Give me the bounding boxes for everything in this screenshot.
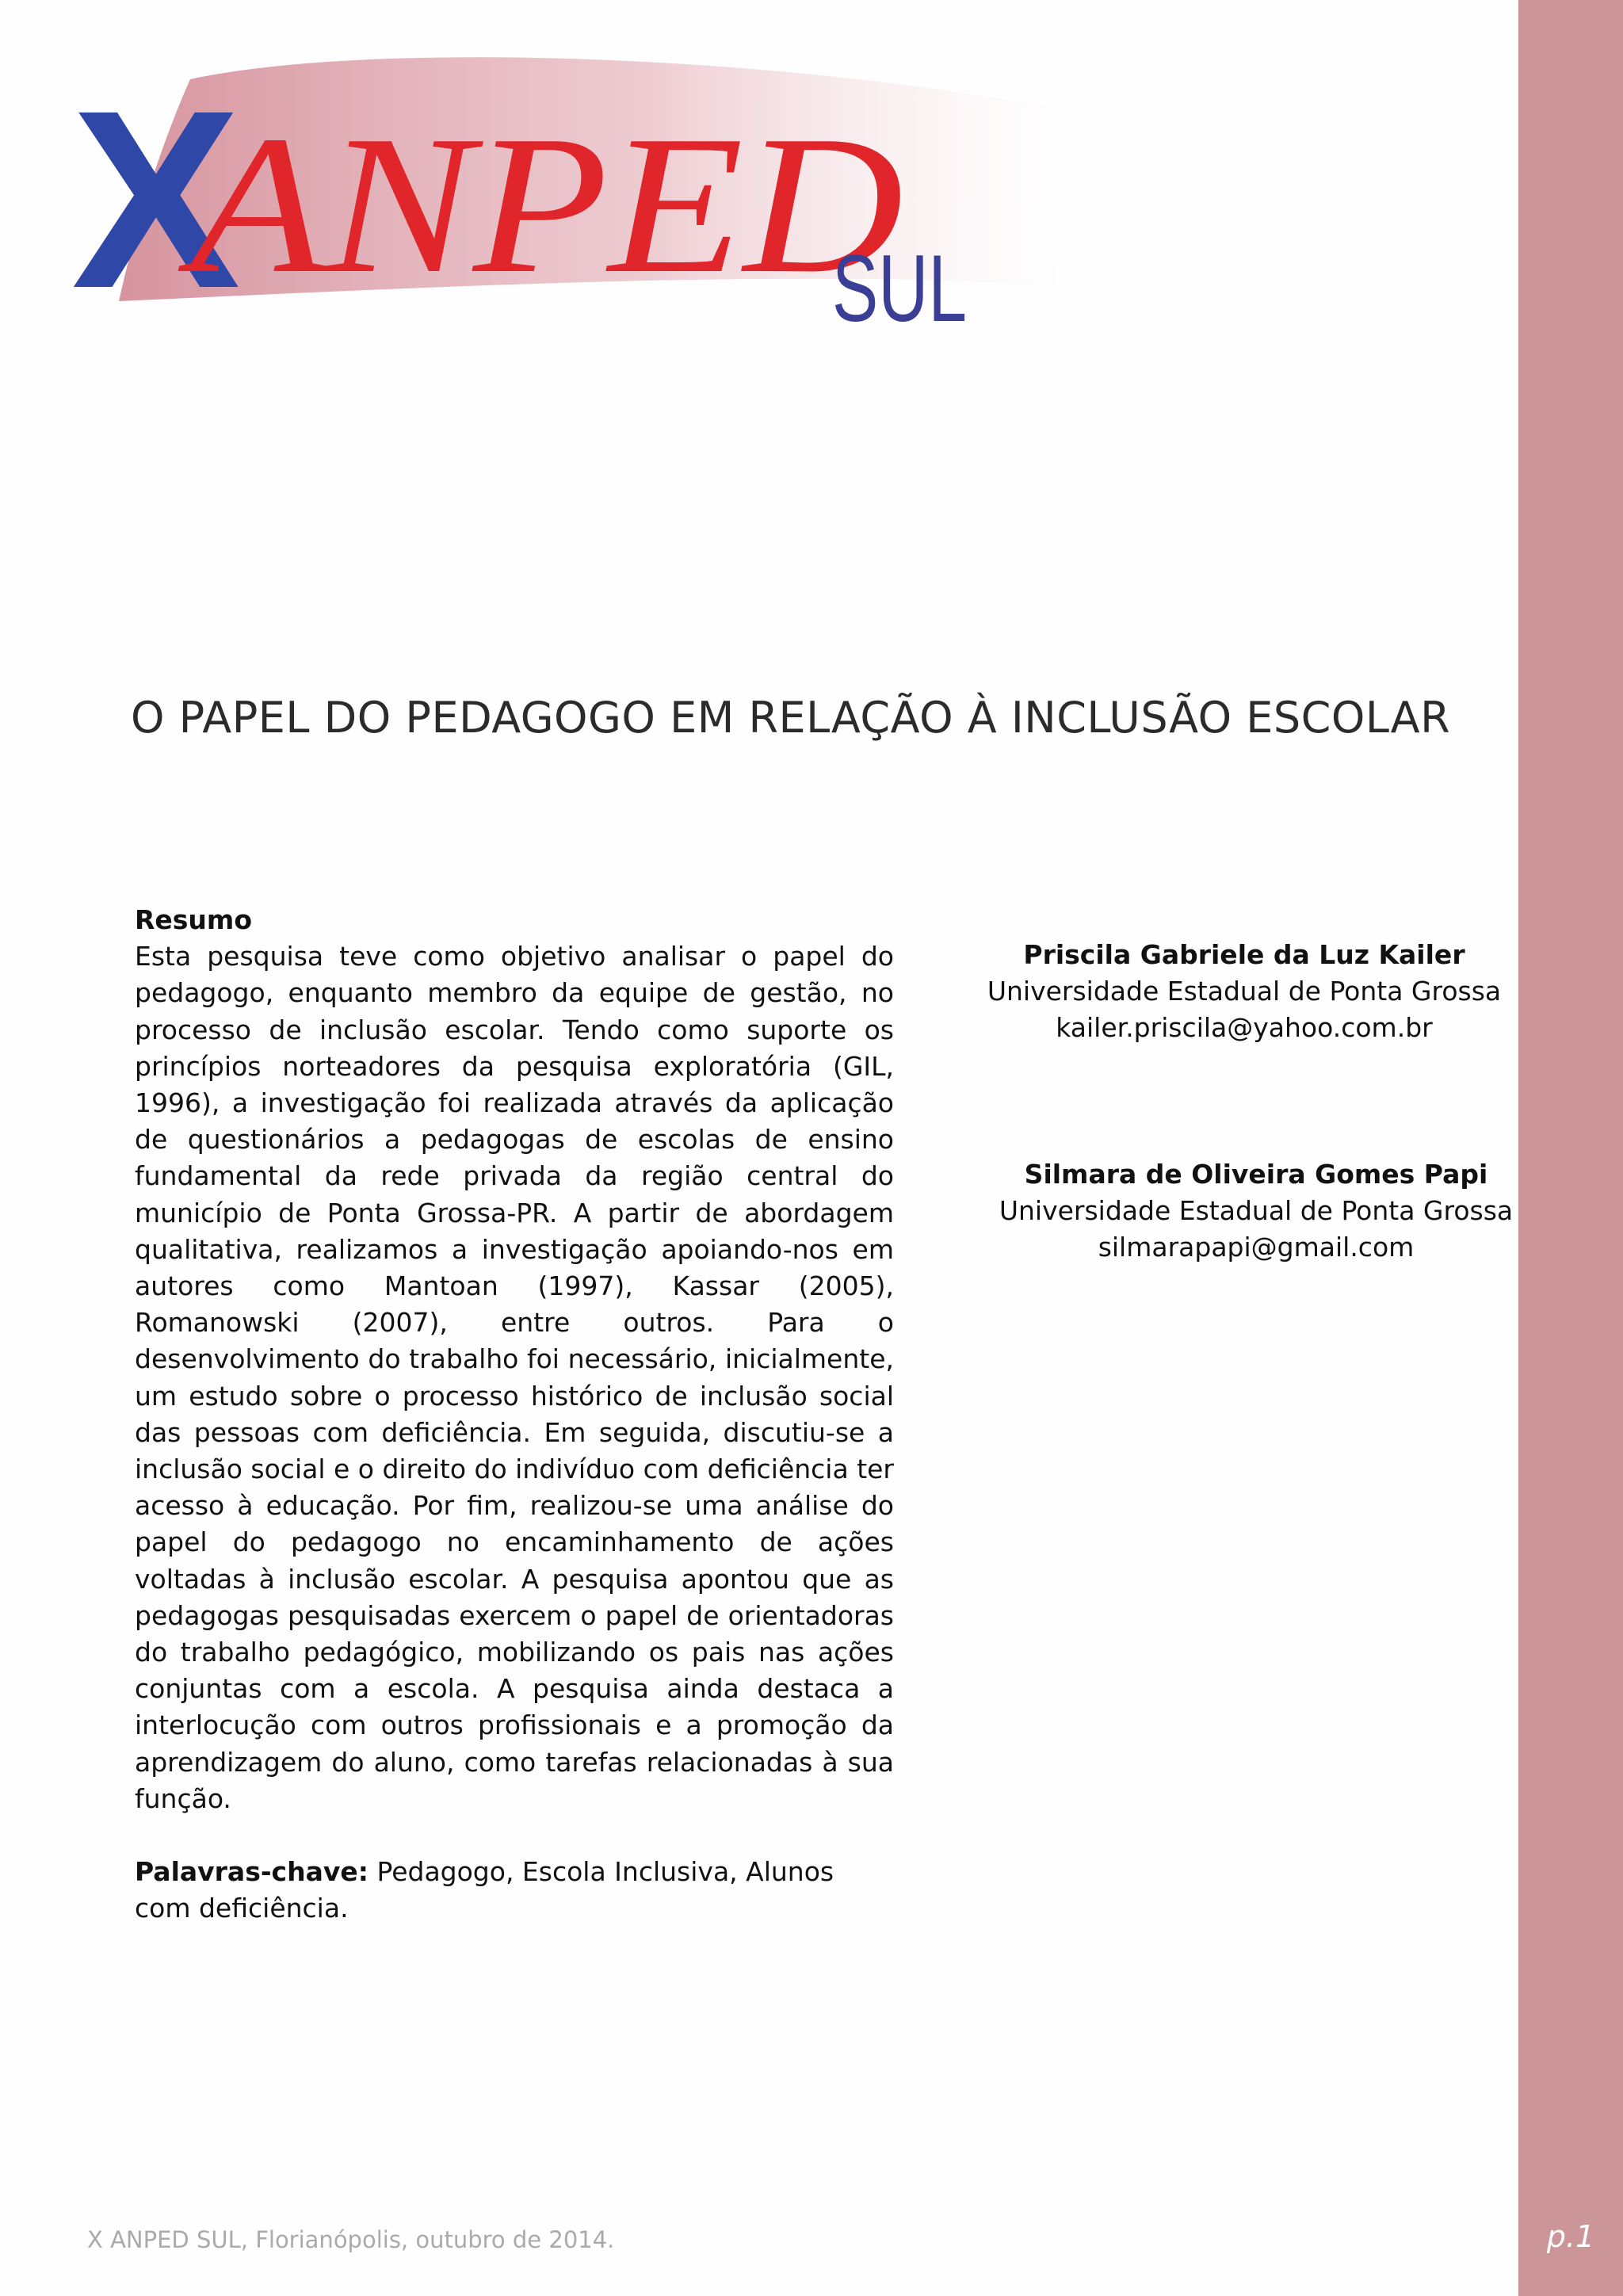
author-affiliation: Universidade Estadual de Ponta Grossa [999, 1195, 1514, 1227]
logo-x-letter: X [71, 57, 241, 341]
page-footer: X ANPED SUL, Florianópolis, outubro de 2014. [87, 2226, 615, 2253]
page-number: p.1 [1546, 2219, 1595, 2254]
keywords [135, 1854, 894, 1927]
author-affiliation: Universidade Estadual de Ponta Grossa [987, 976, 1502, 1007]
abstract-body: Esta pesquisa teve como objetivo analisar o papel do pedagogo, enquanto membro da equipe de gestão, no processo de inclusão escolar. Tendo como suporte os princípios norteadores da pesquisa exploratória (GIL, 1996), a investigação foi realizada através da aplicação de questionários a pedagogas de escolas de ensino fundamental da rede privada da região central do município de Ponta Grossa-PR. A partir de abordagem qualitativa, realizamos a investigação apoiando-nos em autores como Mantoan (1997), Kassar (2005), Romanowski (2007), entre outros. Para o desenvolvimento do trabalho foi necessário, inicialmente, um estudo sobre o processo histórico de inclusão social das pessoas com deficiência. Em seguida, discutiu-se a inclusão social e o direito do indivíduo com deficiência ter acesso à educação. Por fim, realizou-se uma análise do papel do pedagogo no encaminhamento de ações voltadas à inclusão escolar. A pesquisa apontou que as pedagogas pesquisadas exercem o papel de orientadoras do trabalho pedagógico, mobilizando os pais nas ações conjuntas com a escola. A pesquisa ainda destaca a interlocução com outros profissionais e a promoção da aprendizagem do aluno, como tarefas relacionadas à sua função. [135, 941, 894, 1814]
abstract-heading: Resumo [135, 904, 252, 935]
logo-anped-text: ANPED [178, 95, 903, 315]
keywords-list: Pedagogo, Escola Inclusiva, Alunos com deficiência. [135, 1856, 834, 1924]
logo-sul-text: SUL [832, 235, 967, 342]
author-email: silmarapapi@gmail.com [1098, 1232, 1415, 1263]
keywords-label: Palavras-chave: [135, 1856, 369, 1888]
author-name: Priscila Gabriele da Luz Kailer [1023, 939, 1465, 970]
page-sidebar-band [1518, 0, 1623, 2296]
paper-title: O PAPEL DO PEDAGOGO EM RELAÇÃO À INCLUSÃO ESCOLAR [131, 693, 1451, 743]
author-email: kailer.priscila@yahoo.com.br [1056, 1012, 1433, 1044]
author-block-1 [975, 937, 1514, 1047]
author-block-2 [987, 1156, 1526, 1266]
xanped-sul-logo [71, 48, 1070, 349]
abstract-section [135, 902, 894, 1927]
author-name: Silmara de Oliveira Gomes Papi [1024, 1159, 1488, 1190]
